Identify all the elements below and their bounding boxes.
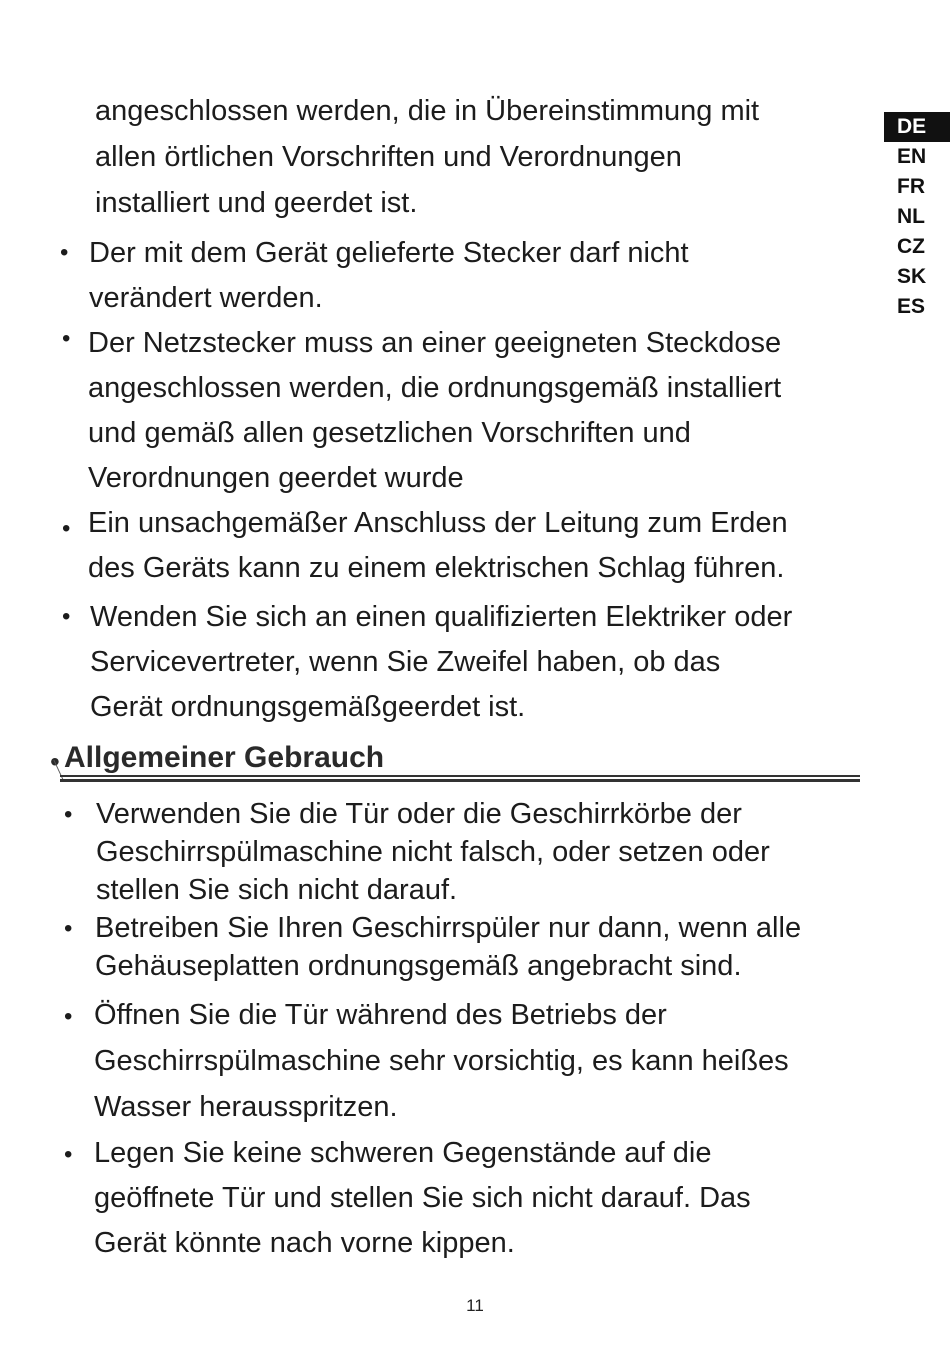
lang-tab-es[interactable]: ES bbox=[897, 295, 926, 318]
bullet-line: Gerät könnte nach vorne kippen. bbox=[94, 1227, 515, 1259]
bullet-line: Geschirrspülmaschine sehr vorsichtig, es kann heißes bbox=[94, 1045, 789, 1077]
language-nav bbox=[884, 112, 950, 322]
heading-rule bbox=[60, 775, 860, 777]
bullet-marker: • bbox=[60, 239, 69, 266]
bullet-line: verändert werden. bbox=[89, 282, 323, 314]
lang-tab-cz[interactable]: CZ bbox=[897, 235, 925, 258]
bullet-marker: • bbox=[64, 1003, 73, 1030]
bullet-line: Wenden Sie sich an einen qualifizierten Elektriker oder bbox=[90, 601, 793, 633]
bullet-line: Wasser herausspritzen. bbox=[94, 1091, 398, 1123]
bullet-line: stellen Sie sich nicht darauf. bbox=[96, 874, 458, 906]
bullet-line: geöffnete Tür und stellen Sie sich nicht darauf. Das bbox=[94, 1182, 751, 1214]
bullet-line: Der mit dem Gerät gelieferte Stecker darf nicht bbox=[89, 237, 689, 269]
bullet-marker: • bbox=[62, 515, 71, 542]
bullet-line: Der Netzstecker muss an einer geeigneten Steckdose bbox=[88, 327, 782, 359]
bullet-line: Öffnen Sie die Tür während des Betriebs der bbox=[94, 999, 667, 1031]
bullet-line: Gehäuseplatten ordnungsgemäß angebracht sind. bbox=[95, 950, 742, 982]
continuation-line: angeschlossen werden, die in Übereinstimmung mit bbox=[95, 95, 760, 127]
bullet-line: des Geräts kann zu einem elektrischen Schlag führen. bbox=[88, 552, 785, 584]
lang-tab-en[interactable]: EN bbox=[897, 145, 927, 168]
bullet-line: und gemäß allen gesetzlichen Vorschriften und bbox=[88, 417, 691, 449]
heading-bullet-marker: • bbox=[50, 746, 60, 777]
lang-tab-nl[interactable]: NL bbox=[897, 205, 925, 228]
continuation-line: installiert und geerdet ist. bbox=[95, 187, 418, 219]
lang-tab-fr[interactable]: FR bbox=[897, 175, 925, 198]
lang-tab-sk[interactable]: SK bbox=[897, 265, 927, 288]
section-heading: Allgemeiner Gebrauch bbox=[64, 741, 385, 774]
bullet-line: Verwenden Sie die Tür oder die Geschirrkörbe der bbox=[96, 798, 742, 830]
bullet-line: Verordnungen geerdet wurde bbox=[88, 462, 464, 494]
bullet-line: Betreiben Sie Ihren Geschirrspüler nur dann, wenn alle bbox=[95, 912, 802, 944]
bullet-line: Ein unsachgemäßer Anschluss der Leitung zum Erden bbox=[88, 507, 788, 539]
bullet-line: angeschlossen werden, die ordnungsgemäß installiert bbox=[88, 372, 782, 404]
bullet-marker: • bbox=[64, 915, 73, 942]
heading-rule bbox=[60, 779, 860, 782]
bullet-marker: • bbox=[62, 325, 71, 352]
bullet-marker: • bbox=[64, 801, 73, 828]
bullet-marker: • bbox=[62, 603, 71, 630]
lang-tab-de[interactable]: DE bbox=[884, 112, 950, 142]
bullet-marker: • bbox=[64, 1141, 73, 1168]
continuation-line: allen örtlichen Vorschriften und Verordnungen bbox=[95, 141, 682, 173]
bullet-line: Geschirrspülmaschine nicht falsch, oder setzen oder bbox=[96, 836, 770, 868]
bullet-line: Legen Sie keine schweren Gegenstände auf die bbox=[94, 1137, 712, 1169]
page-number: 11 bbox=[466, 1296, 484, 1315]
bullet-line: Servicevertreter, wenn Sie Zweifel haben, ob das bbox=[90, 646, 721, 678]
bullet-line: Gerät ordnungsgemäßgeerdet ist. bbox=[90, 691, 526, 723]
